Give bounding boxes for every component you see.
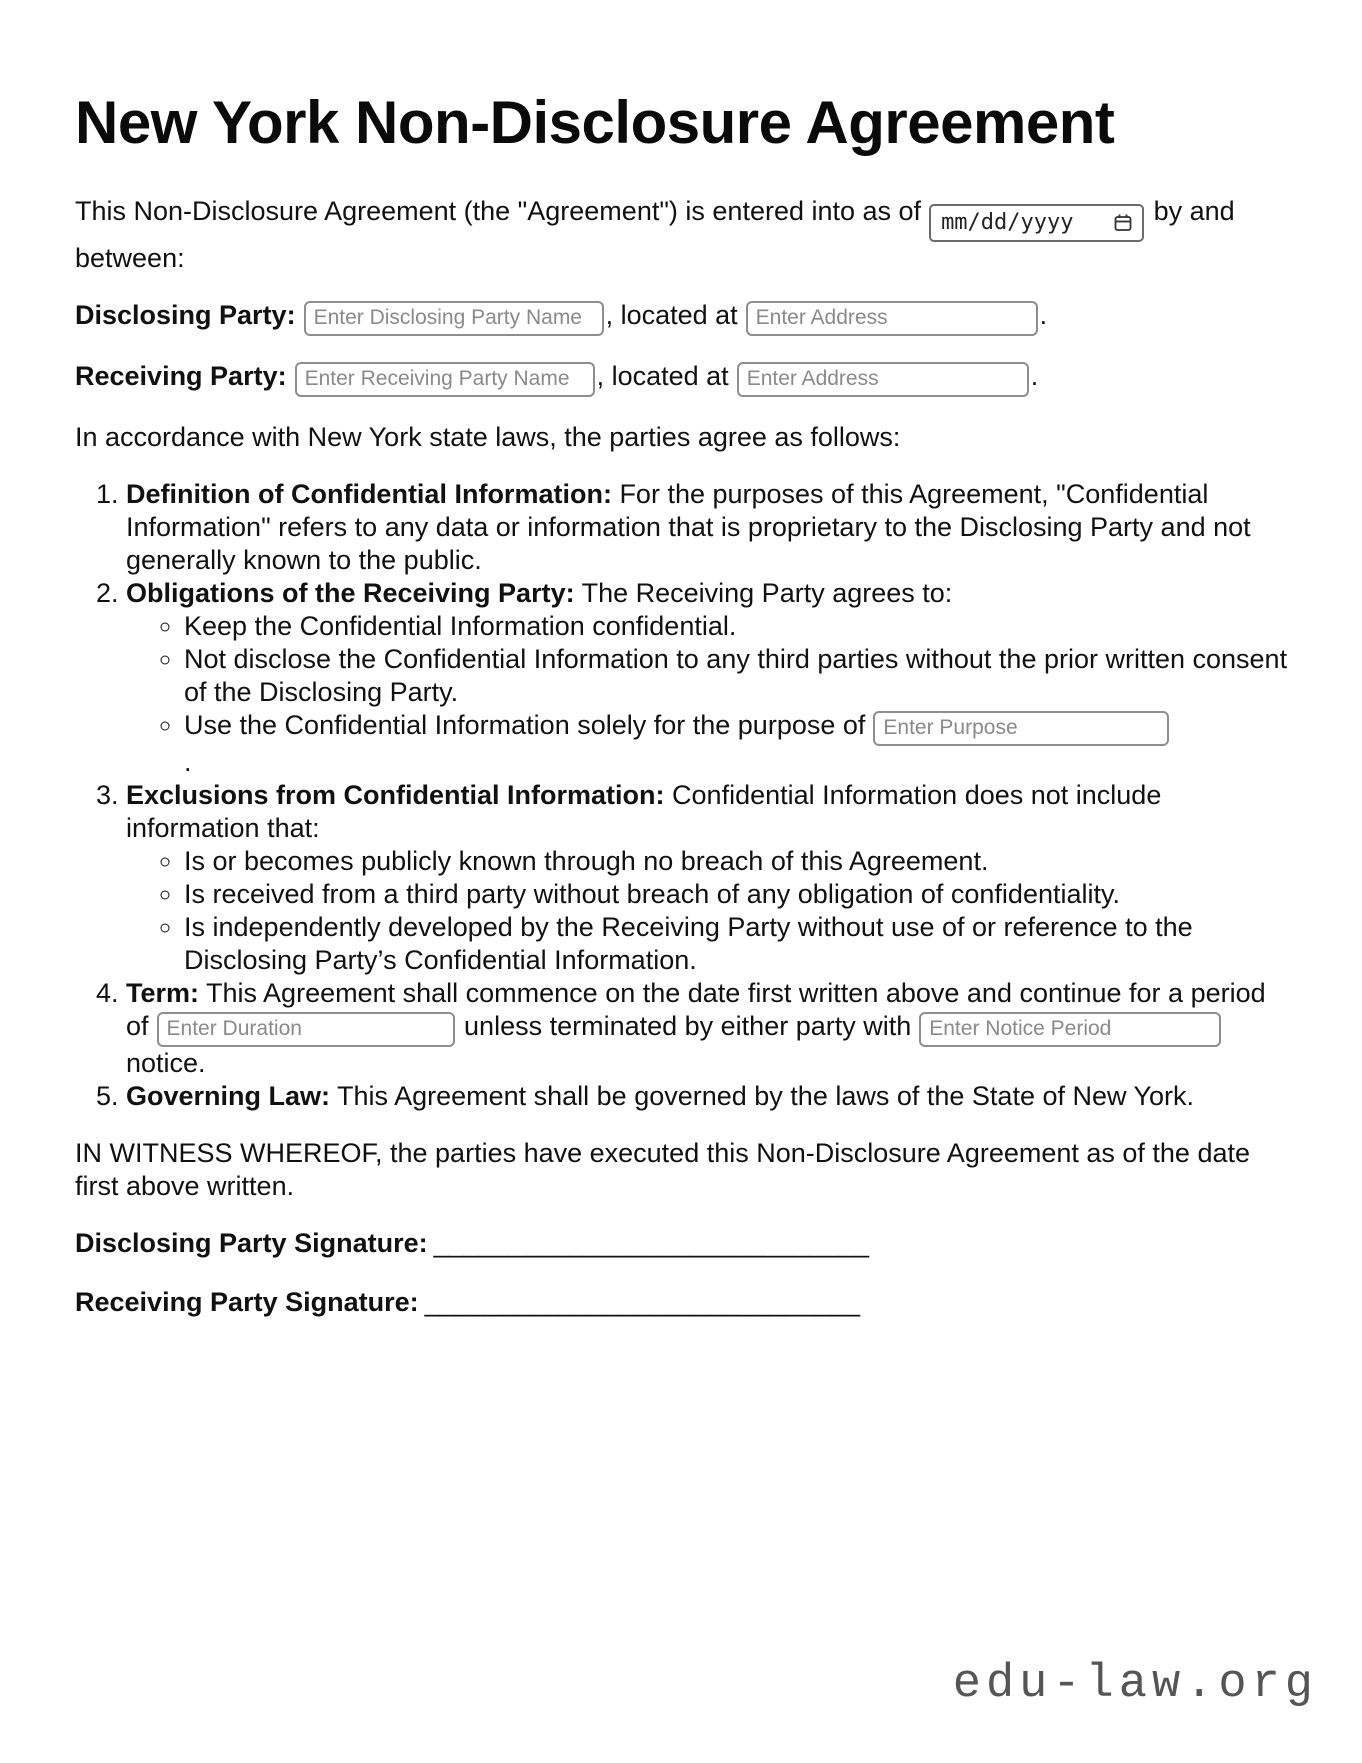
clause-obligations-title: Obligations of the Receiving Party: (126, 577, 575, 608)
clause-exclusions-text: Confidential Information does not include information that: (126, 779, 1162, 843)
receiving-party-address-input[interactable] (737, 362, 1029, 397)
intro-paragraph (75, 195, 1295, 275)
intro-text-after-date: by and between: (75, 196, 1235, 273)
disclosing-party-name-input[interactable] (304, 301, 604, 336)
receiving-located-at-text: , located at (596, 360, 729, 391)
receiving-line-period: . (1030, 360, 1039, 391)
clause-definition (126, 478, 1295, 577)
preamble-paragraph: In accordance with New York state laws, the parties agree as follows: (75, 421, 901, 452)
clause-term-text-1: This Agreement shall commence on the date first written above and continue for a period of (126, 977, 1266, 1041)
receiving-signature-blank: _____________________________ (424, 1286, 861, 1317)
obligations-sublist (126, 610, 1295, 779)
clause-governing-law-title: Governing Law: (126, 1080, 331, 1111)
clause-definition-text: For the purposes of this Agreement, "Confidential Information" refers to any data or information that is proprietary to the Disclosing Party and not generally known to the public. (126, 478, 1251, 575)
disclosing-party-label: Disclosing Party: (75, 299, 296, 330)
edu-law-watermark: edu-law.org (952, 1658, 1318, 1711)
disclosing-party-address-input[interactable] (746, 301, 1038, 336)
clause-governing-law (126, 1080, 1295, 1113)
exclusion-third-party: ◦ Is received from a third party without breach of any obligation of confidentiality. (184, 878, 1295, 911)
clause-term-title: Term: (126, 977, 200, 1008)
clause-exclusions-title: Exclusions from Confidential Information: (126, 779, 665, 810)
duration-input[interactable] (157, 1012, 455, 1047)
exclusion-publicly-known: ◦ Is or becomes publicly known through no breach of this Agreement. (184, 845, 1295, 878)
page-title: New York Non-Disclosure Agreement (75, 89, 1115, 156)
disclosing-party-line (75, 299, 1295, 336)
clauses-list (75, 478, 1295, 1113)
clause-obligations-text: The Receiving Party agrees to: (574, 577, 953, 608)
obligation-keep-confidential: ◦ Keep the Confidential Information confidential. (184, 610, 1295, 643)
receiving-signature-label: Receiving Party Signature: (75, 1286, 419, 1317)
receiving-party-line (75, 360, 1295, 397)
purpose-line-period: . (184, 746, 192, 777)
receiving-party-name-input[interactable] (295, 362, 595, 397)
clause-term-text-3: notice. (126, 1047, 206, 1078)
exclusion-independent-development: ◦ Is independently developed by the Receiving Party without use of or reference to the Disclosing Party’s Confidential Information. (184, 911, 1295, 977)
obligation-use-purpose-text: Use the Confidential Information solely for the purpose of (184, 709, 866, 740)
disclosing-signature-label: Disclosing Party Signature: (75, 1227, 428, 1258)
clause-governing-law-text: This Agreement shall be governed by the laws of the State of New York. (330, 1080, 1195, 1111)
receiving-signature-line (75, 1286, 1295, 1319)
disclosing-located-at-text: , located at (605, 299, 738, 330)
clause-definition-title: Definition of Confidential Information: (126, 478, 612, 509)
receiving-party-label: Receiving Party: (75, 360, 287, 391)
disclosing-signature-line (75, 1227, 1295, 1260)
date-input-value: mm/dd/yyyy (941, 210, 1074, 235)
exclusions-sublist (126, 845, 1295, 977)
disclosing-line-period: . (1039, 299, 1048, 330)
notice-period-input[interactable] (919, 1012, 1221, 1047)
clause-term-text-2: unless terminated by either party with (456, 1010, 912, 1041)
intro-text-before-date: This Non-Disclosure Agreement (the "Agreement") is entered into as of (75, 196, 922, 226)
obligation-no-disclosure: ◦ Not disclose the Confidential Information to any third parties without the prior written consent of the Disclosing Party. (184, 643, 1295, 709)
clause-term (126, 977, 1295, 1080)
clause-exclusions (126, 779, 1295, 977)
disclosing-signature-blank: _____________________________ (433, 1227, 870, 1258)
witness-paragraph: IN WITNESS WHEREOF, the parties have executed this Non-Disclosure Agreement as of the date first above written. (75, 1137, 1251, 1201)
agreement-date-input[interactable] (929, 204, 1144, 242)
purpose-input[interactable] (873, 711, 1169, 746)
obligation-use-purpose (184, 709, 1295, 779)
clause-obligations (126, 577, 1295, 779)
calendar-icon[interactable] (1113, 213, 1133, 233)
